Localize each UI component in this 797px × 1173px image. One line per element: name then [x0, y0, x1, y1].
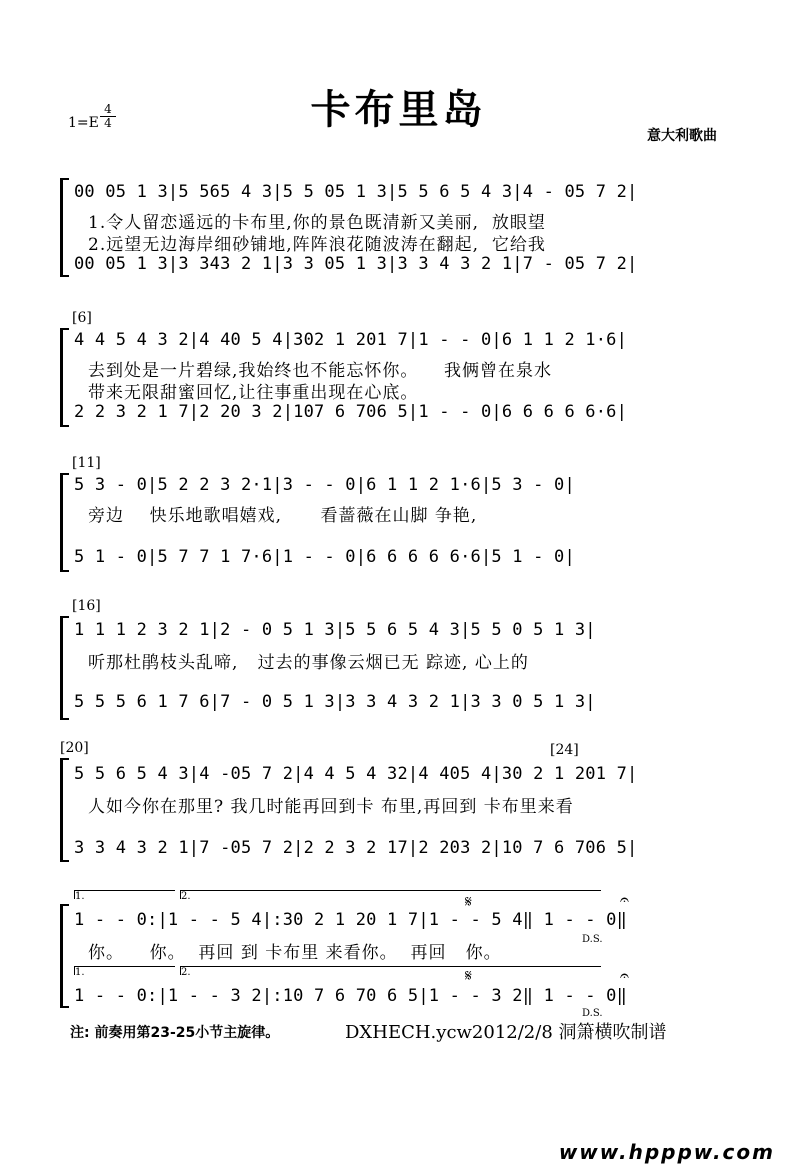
- composer: 意大利歌曲: [647, 128, 717, 144]
- lyric-verse-1: 1.令人留恋遥远的卡布里,你的景色既清新又美丽, 放眼望: [88, 213, 546, 233]
- score-system-5: [60, 740, 720, 865]
- lyric-verse-2: 2.远望无边海岸细砂铺地,阵阵浪花随波涛在翻起, 它给我: [88, 235, 546, 255]
- system-bracket: [60, 616, 69, 720]
- system-bracket: [60, 473, 69, 572]
- volta-1-label: 1.: [75, 891, 85, 902]
- score-system-1: [60, 170, 720, 280]
- time-top: 4: [104, 102, 112, 116]
- volta-2: [180, 890, 601, 902]
- score-system-2: [60, 310, 720, 430]
- lower-voice: 00 05 1 3|3 343 2 1|3 3 05 1 3|3 3 4 3 2 1|7 - 05 7 2|: [74, 254, 638, 274]
- measure-number: [20]: [60, 740, 89, 756]
- measure-number: [11]: [72, 455, 101, 471]
- upper-voice: 5 3 - 0|5 2 2 3 2·1|3 - - 0|6 1 1 2 1·6|5 3 - 0|: [74, 475, 575, 495]
- ds-marking: D.S.: [582, 934, 603, 945]
- lyric-verse-1: 你。 你。 再回 到 卡布里 来看你。 再回 你。: [88, 943, 502, 963]
- score-system-4: [60, 598, 720, 718]
- key-signature: 1=E: [68, 115, 99, 131]
- system-bracket: [60, 904, 69, 1008]
- measure-number-right: [24]: [550, 742, 579, 758]
- ds-marking-lower: D.S.: [582, 1008, 603, 1019]
- time-bottom: 4: [104, 116, 112, 130]
- score-system-3: [60, 455, 720, 575]
- lower-voice: 2 2 3 2 1 7|2 20 3 2|107 6 706 5|1 - - 0|6 6 6 6 6·6|: [74, 402, 628, 422]
- upper-voice: 00 05 1 3|5 565 4 3|5 5 05 1 3|5 5 6 5 4 3|4 - 05 7 2|: [74, 182, 638, 202]
- fermata-mark-lower: 𝄐: [620, 966, 629, 985]
- watermark: www.hpppw.com: [558, 1140, 775, 1164]
- segno-mark: 𝄋: [465, 892, 472, 911]
- score-system-6: [60, 890, 720, 1019]
- system-bracket: [60, 328, 69, 427]
- lyric-verse-1: 旁边 快乐地歌唱嬉戏, 看蔷薇在山脚 争艳,: [88, 506, 478, 526]
- upper-voice: 1 1 1 2 3 2 1|2 - 0 5 1 3|5 5 6 5 4 3|5 5 0 5 1 3|: [74, 620, 596, 640]
- measure-number: [16]: [72, 598, 101, 614]
- upper-voice: 4 4 5 4 3 2|4 40 5 4|302 1 201 7|1 - - 0|6 1 1 2 1·6|: [74, 330, 628, 350]
- footnote: 注: 前奏用第23-25小节主旋律。: [70, 1025, 280, 1041]
- system-bracket: [60, 178, 69, 277]
- upper-voice: 5 5 6 5 4 3|4 -05 7 2|4 4 5 4 32|4 405 4|30 2 1 201 7|: [74, 764, 638, 784]
- system-bracket: [60, 758, 69, 862]
- lower-voice: 5 5 5 6 1 7 6|7 - 0 5 1 3|3 3 4 3 2 1|3 3 0 5 1 3|: [74, 692, 596, 712]
- measure-number: [6]: [72, 310, 92, 326]
- lower-voice: 1 - - 0:|1 - - 3 2|:10 7 6 70 6 5|1 - - 3 2‖ 1 - - 0‖: [74, 986, 628, 1006]
- volta-1: [74, 890, 175, 902]
- volta-2-label: 2.: [181, 891, 191, 902]
- credit-line: DXHECH.ycw2012/2/8 洞箫横吹制谱: [345, 1022, 667, 1043]
- lower-voice: 5 1 - 0|5 7 7 1 7·6|1 - - 0|6 6 6 6 6·6|5 1 - 0|: [74, 547, 575, 567]
- time-signature: [100, 103, 116, 130]
- lyric-verse-1: 听那杜鹃枝头乱啼, 过去的事像云烟已无 踪迹, 心上的: [88, 653, 529, 673]
- upper-voice: 1 - - 0:|1 - - 5 4|:30 2 1 20 1 7|1 - - 5 4‖ 1 - - 0‖: [74, 910, 628, 930]
- lower-voice: 3 3 4 3 2 1|7 -05 7 2|2 2 3 2 17|2 203 2|10 7 6 706 5|: [74, 838, 638, 858]
- lyric-verse-2: 带来无限甜蜜回忆,让往事重出现在心底。: [88, 383, 419, 403]
- fermata-mark: 𝄐: [620, 890, 629, 909]
- lyric-verse-1: 人如今你在那里? 我几时能再回到卡 布里,再回到 卡布里来看: [88, 797, 574, 817]
- volta-1-lower: [74, 966, 175, 978]
- volta-2-lower: [180, 966, 601, 978]
- volta-1-lower-label: 1.: [75, 967, 85, 978]
- segno-mark-lower: 𝄋: [465, 966, 472, 985]
- volta-2-lower-label: 2.: [181, 967, 191, 978]
- lyric-verse-1: 去到处是一片碧绿,我始终也不能忘怀你。 我俩曾在泉水: [88, 361, 553, 381]
- song-title: 卡布里岛: [310, 87, 487, 133]
